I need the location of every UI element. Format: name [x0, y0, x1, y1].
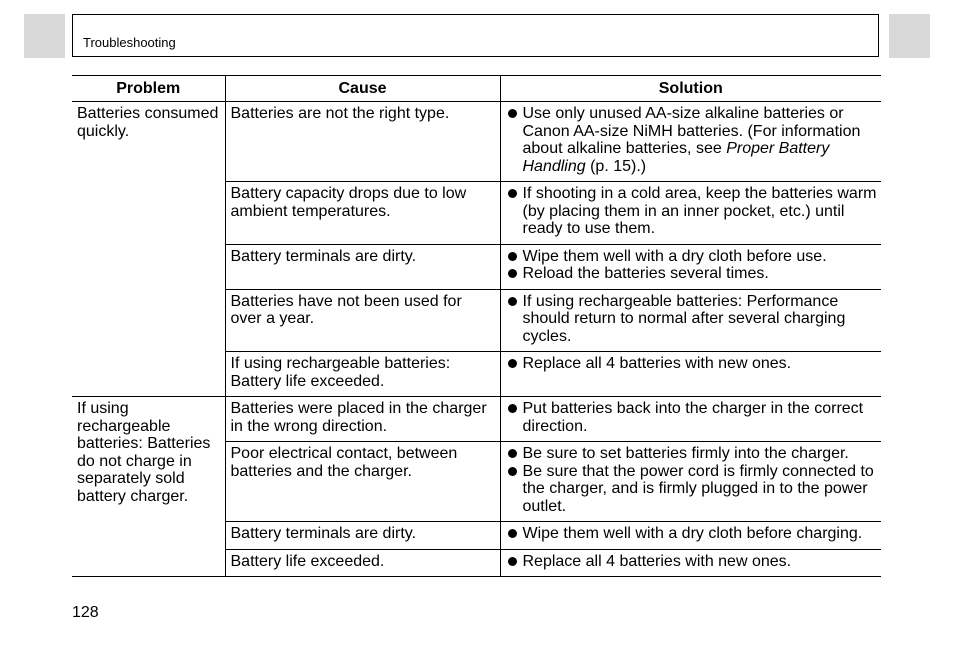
bullet-icon	[508, 467, 517, 476]
solution-cell	[500, 397, 881, 442]
solution-item	[506, 400, 878, 435]
column-header-cause: Cause	[225, 76, 500, 102]
solution-text: Replace all 4 batteries with new ones.	[522, 355, 792, 372]
page-reference-title: Proper Battery Handling	[522, 140, 830, 175]
solution-text: Be sure to set batteries firmly into the charger.	[522, 445, 849, 462]
solution-text-part: Use only unused AA-size alkaline batteries or Canon AA-size NiMH batteries. (For information about alkaline batteries, see	[522, 105, 861, 157]
solution-text: Wipe them well with a dry cloth before use.	[522, 247, 827, 265]
solution-text: Wipe them well with a dry cloth before charging.	[522, 525, 863, 542]
bullet-icon	[508, 404, 517, 413]
solution-cell	[500, 182, 881, 245]
solution-item	[506, 248, 878, 266]
cause-cell: Battery terminals are dirty.	[225, 522, 500, 550]
solution-item	[506, 185, 878, 238]
page-number: 128	[72, 604, 99, 621]
bullet-icon	[508, 449, 517, 458]
solution-cell	[500, 352, 881, 397]
table-row	[72, 102, 881, 182]
solution-text: Be sure that the power cord is firmly connected to the charger, and is firmly plugged in to the power outlet.	[522, 462, 874, 515]
solution-cell	[500, 522, 881, 550]
column-header-solution: Solution	[500, 76, 881, 102]
solution-item	[506, 553, 878, 571]
left-page-tab	[24, 14, 65, 58]
solution-item	[506, 293, 878, 346]
bullet-icon	[508, 529, 517, 538]
bullet-icon	[508, 359, 517, 368]
solution-text: If shooting in a cold area, keep the batteries warm (by placing them in an inner pocket, etc.) until ready to use them.	[522, 185, 877, 237]
cause-cell: Poor electrical contact, between batteries and the charger.	[225, 442, 500, 522]
troubleshooting-table	[72, 75, 881, 577]
cause-cell: Batteries are not the right type.	[225, 102, 500, 182]
solution-text: Reload the batteries several times.	[522, 265, 769, 282]
bullet-icon	[508, 269, 517, 278]
solution-item	[506, 463, 878, 516]
solution-cell	[500, 442, 881, 522]
solution-text: Replace all 4 batteries with new ones.	[522, 552, 792, 570]
solution-item	[506, 265, 878, 283]
table-row	[72, 397, 881, 442]
solution-text	[523, 105, 878, 175]
solution-cell	[500, 244, 881, 289]
section-title: Troubleshooting	[83, 35, 176, 50]
solution-text: Put batteries back into the charger in the correct direction.	[522, 400, 864, 435]
solution-item	[506, 105, 878, 175]
table-header-row	[72, 76, 881, 102]
bullet-icon	[508, 297, 517, 306]
bullet-icon	[508, 109, 517, 118]
solution-cell	[500, 549, 881, 577]
bullet-icon	[508, 557, 517, 566]
solution-item	[506, 355, 878, 373]
solution-text-part: (p. 15).)	[585, 157, 647, 175]
cause-cell: If using rechargeable batteries: Battery life exceeded.	[225, 352, 500, 397]
bullet-icon	[508, 252, 517, 261]
cause-cell: Battery life exceeded.	[225, 549, 500, 577]
cause-cell: Batteries have not been used for over a year.	[225, 289, 500, 352]
problem-cell: Batteries consumed quickly.	[72, 102, 225, 397]
bullet-icon	[508, 189, 517, 198]
cause-cell: Battery capacity drops due to low ambient temperatures.	[225, 182, 500, 245]
problem-cell: If using rechargeable batteries: Batteries do not charge in separately sold battery charger.	[72, 397, 225, 577]
solution-item	[506, 525, 878, 543]
column-header-problem: Problem	[72, 76, 225, 102]
solution-cell	[500, 289, 881, 352]
solution-item	[506, 445, 878, 463]
solution-text: If using rechargeable batteries: Performance should return to normal after several charging cycles.	[522, 292, 846, 345]
section-header	[72, 14, 879, 57]
cause-cell: Batteries were placed in the charger in the wrong direction.	[225, 397, 500, 442]
cause-cell: Battery terminals are dirty.	[225, 244, 500, 289]
right-page-tab	[889, 14, 930, 58]
solution-cell	[500, 102, 881, 182]
